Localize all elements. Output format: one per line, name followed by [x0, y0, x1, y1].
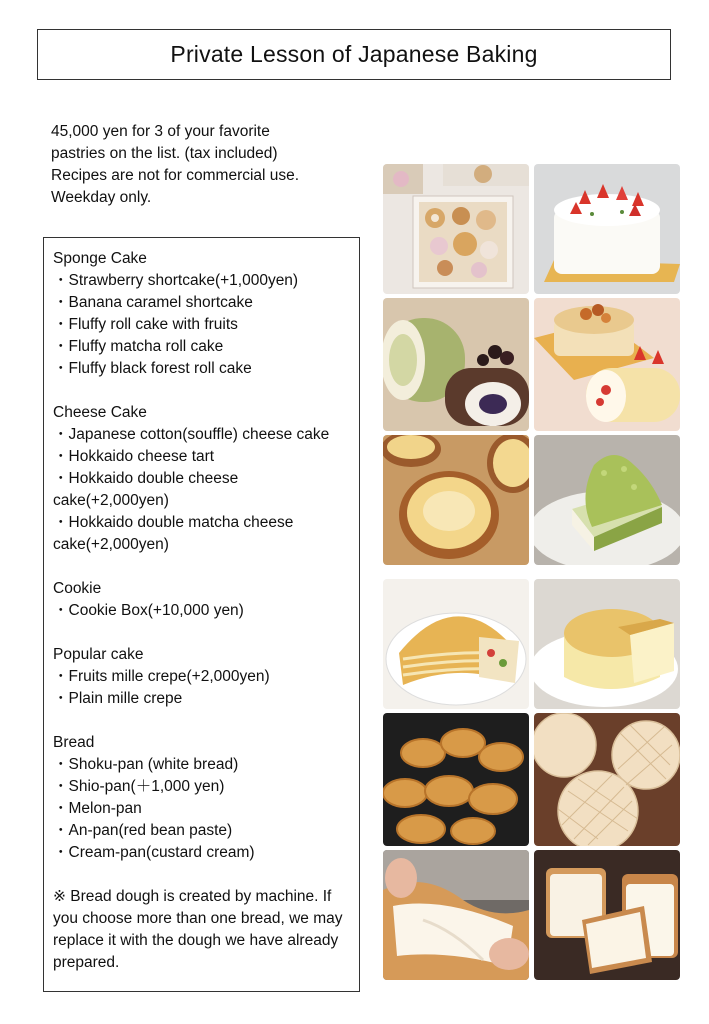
page-title: Private Lesson of Japanese Baking	[170, 41, 538, 67]
page-title-box	[37, 29, 671, 80]
shio-pan-photo	[383, 713, 529, 846]
section-cheese-cake	[53, 402, 351, 556]
cake-and-fruit-roll-photo	[534, 298, 680, 431]
mille-crepe-photo	[383, 579, 529, 709]
pastry-menu	[43, 237, 360, 992]
bread-dough-pull-photo	[383, 850, 529, 980]
section-cookie	[53, 578, 351, 622]
menu-item: ・Plain mille crepe	[53, 690, 183, 707]
menu-item: ・Strawberry shortcake(+1,000yen)	[53, 272, 299, 289]
menu-item: ・Cookie Box(+10,000 yen)	[53, 602, 244, 619]
menu-item: ・Fruits mille crepe(+2,000yen)	[53, 668, 270, 685]
cheese-tarts-photo	[383, 435, 529, 565]
menu-item: ・Japanese cotton(souffle) cheese cake	[53, 426, 330, 443]
intro-line: pastries on the list. (tax included)	[51, 145, 278, 162]
matcha-cheesecake-photo	[534, 435, 680, 565]
section-heading: Popular cake	[53, 646, 144, 663]
intro-line: 45,000 yen for 3 of your favorite	[51, 123, 270, 140]
roll-cakes-photo	[383, 298, 529, 431]
intro-text	[51, 121, 351, 209]
melon-pan-photo	[534, 713, 680, 846]
menu-item: ・Hokkaido cheese tart	[53, 448, 215, 465]
section-popular-cake	[53, 644, 351, 710]
strawberry-shortcake-photo	[534, 164, 680, 294]
bread-dough-note: ※ Bread dough is created by machine. If you choose more than one bread, we may replace it with the dough we have already prepared.	[53, 888, 343, 971]
section-heading: Cheese Cake	[53, 404, 147, 421]
cotton-cheesecake-photo	[534, 579, 680, 709]
section-heading: Sponge Cake	[53, 250, 147, 267]
menu-item: ・Shoku-pan (white bread)	[53, 756, 239, 773]
intro-line: Weekday only.	[51, 189, 152, 206]
cookie-box-photo	[383, 164, 529, 294]
menu-item: ・Fluffy matcha roll cake	[53, 338, 224, 355]
section-bread	[53, 732, 351, 864]
menu-item: ・Shio-pan(＋1,000 yen)	[53, 778, 225, 795]
menu-item: ・Hokkaido double matcha cheese cake(+2,000yen)	[53, 514, 294, 553]
menu-item: ・Banana caramel shortcake	[53, 294, 253, 311]
menu-item: ・Cream-pan(custard cream)	[53, 844, 255, 861]
section-heading: Bread	[53, 734, 95, 751]
section-sponge-cake	[53, 248, 351, 380]
shoku-pan-photo	[534, 850, 680, 980]
intro-line: Recipes are not for commercial use.	[51, 167, 300, 184]
menu-item: ・An-pan(red bean paste)	[53, 822, 233, 839]
menu-item: ・Fluffy black forest roll cake	[53, 360, 252, 377]
section-heading: Cookie	[53, 580, 102, 597]
menu-item: ・Melon-pan	[53, 800, 142, 817]
menu-item: ・Hokkaido double cheese cake(+2,000yen)	[53, 470, 239, 509]
menu-item: ・Fluffy roll cake with fruits	[53, 316, 238, 333]
